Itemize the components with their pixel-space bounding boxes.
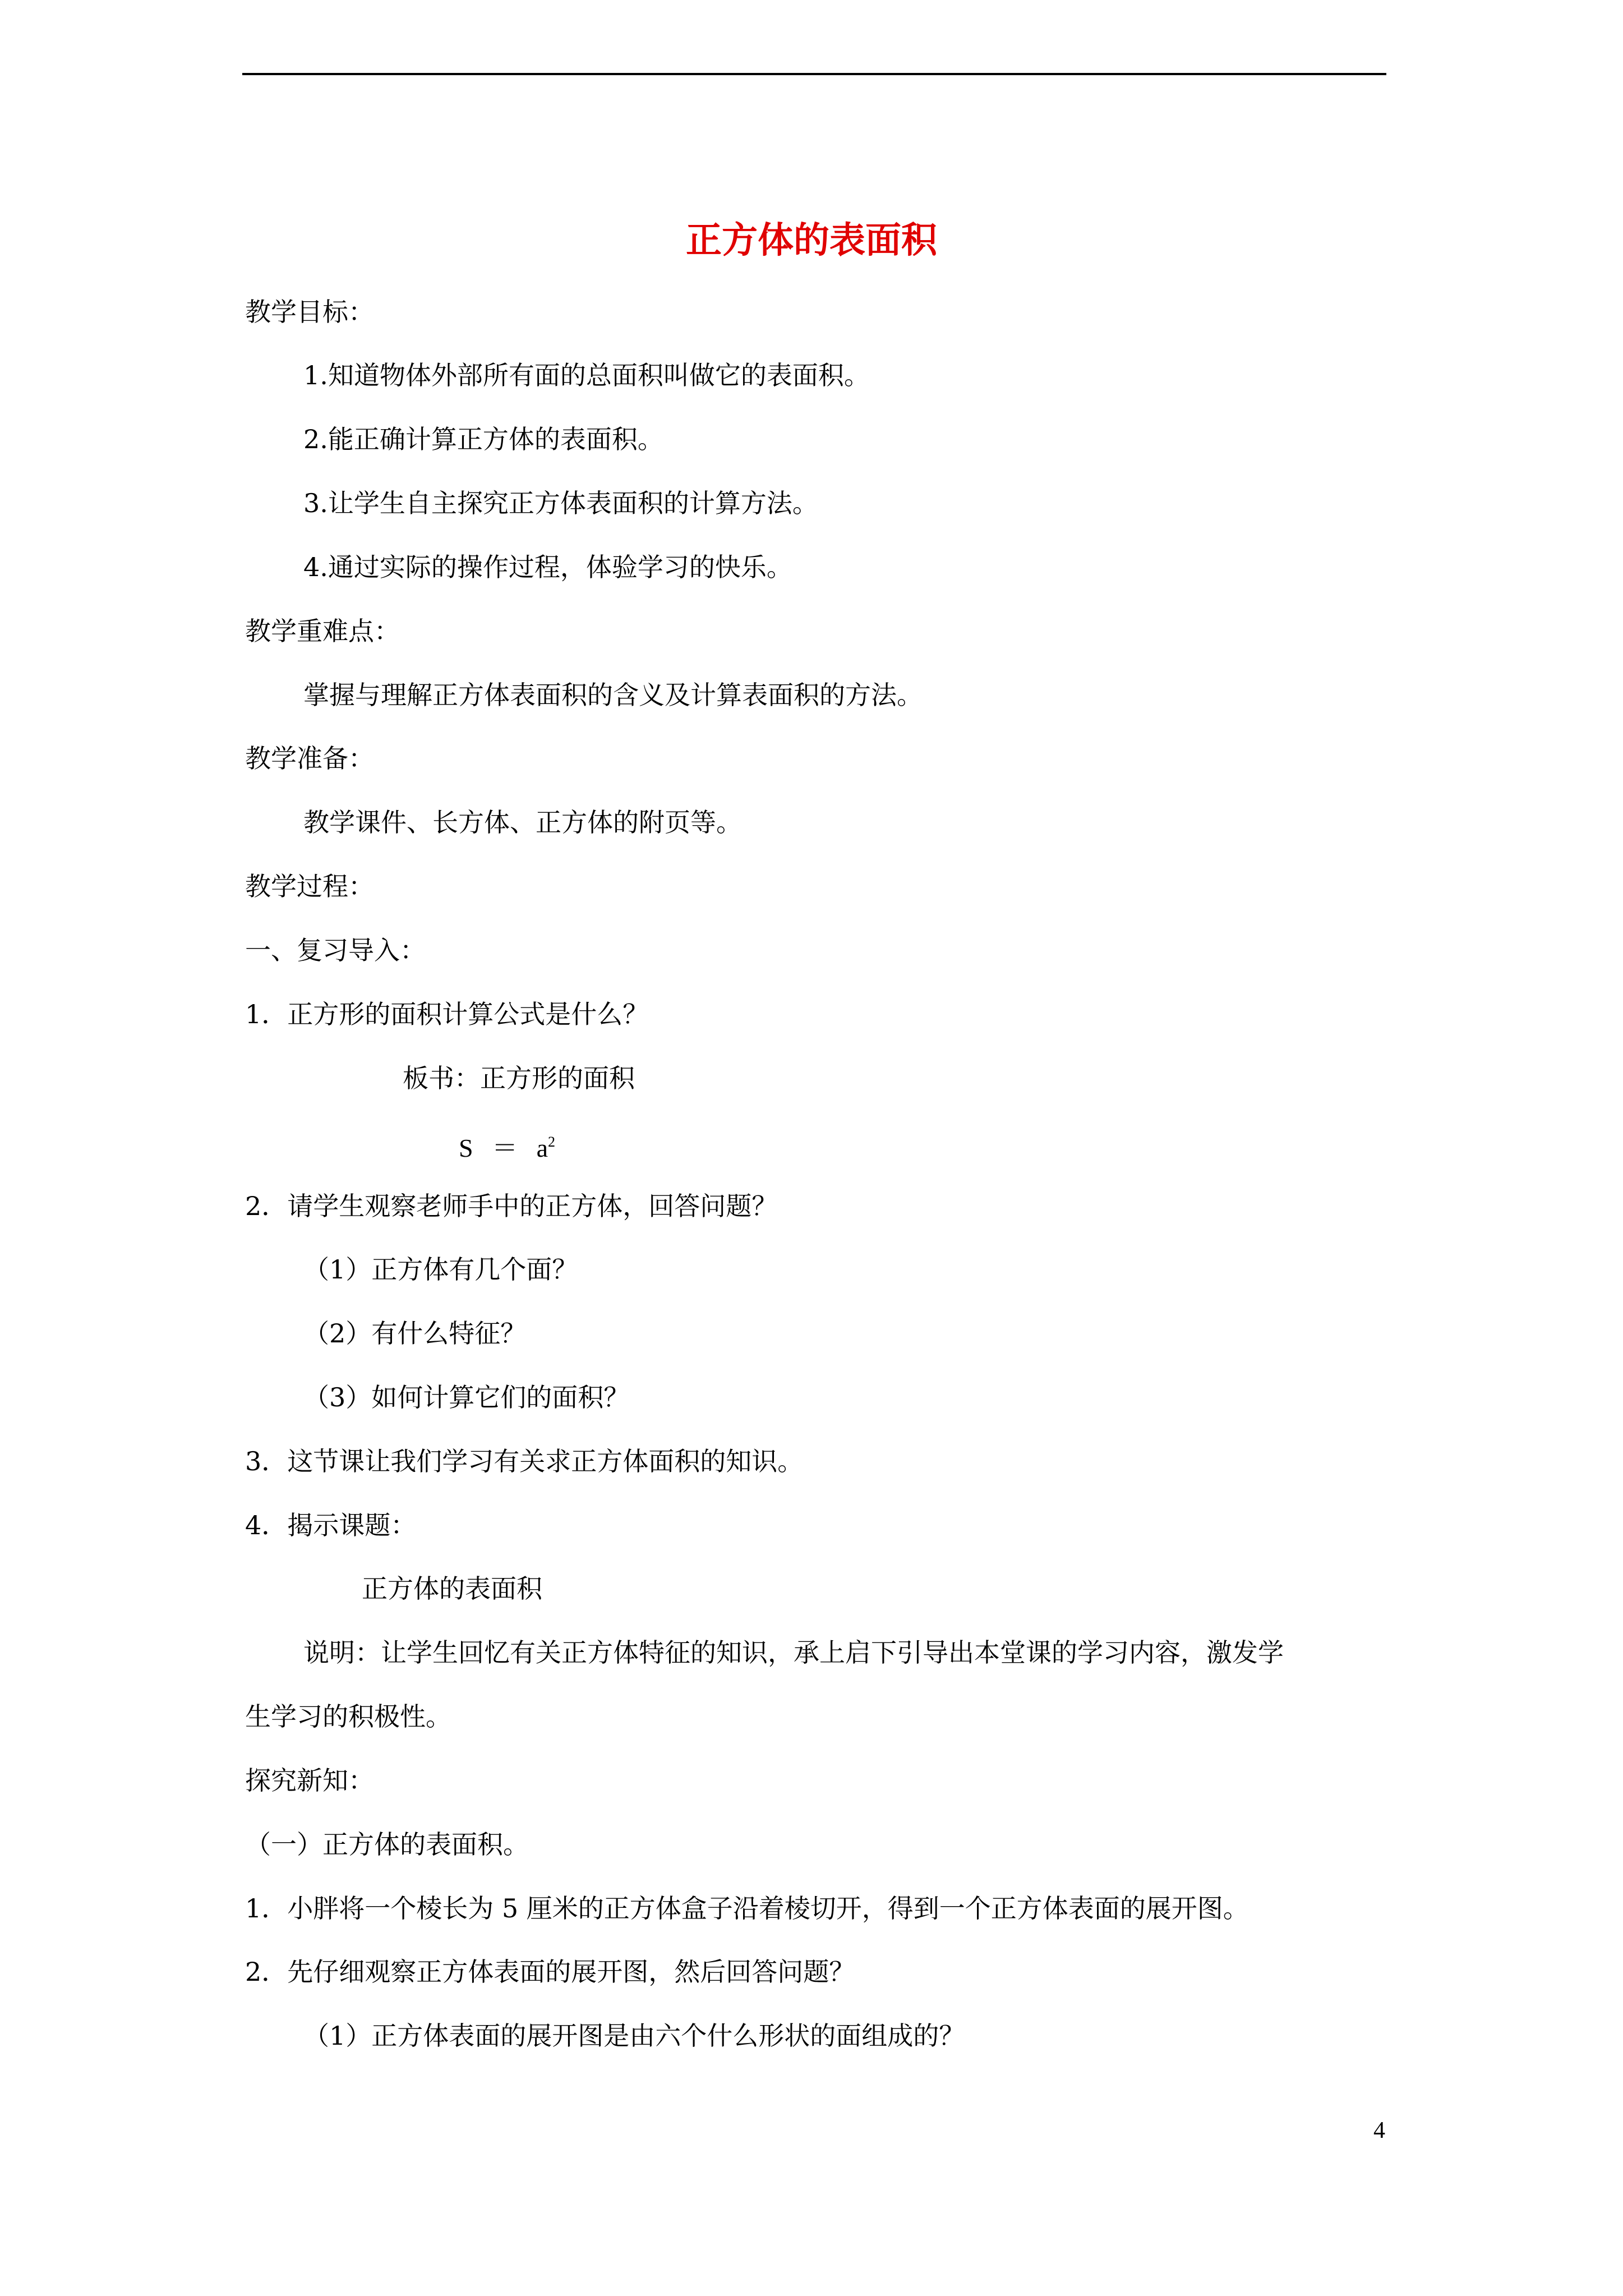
document-title: 正方体的表面积 [686, 219, 937, 261]
formula-exponent: 2 [548, 1134, 556, 1150]
review-item-2: 2．请学生观察老师手中的正方体，回答问题？ [245, 1191, 778, 1221]
formula-base: a [536, 1134, 548, 1162]
explore-question-1: （1）正方体表面的展开图是由六个什么形状的面组成的？ [303, 2021, 965, 2051]
formula-left: S [459, 1134, 473, 1162]
section-heading-process: 教学过程： [245, 871, 374, 901]
objective-item-1: 1.知道物体外部所有面的总面积叫做它的表面积。 [303, 360, 870, 390]
blackboard-note: 板书：正方形的面积 [403, 1063, 635, 1093]
objective-item-3: 3.让学生自主探究正方体表面积的计算方法。 [303, 488, 818, 518]
area-formula [459, 1124, 555, 1166]
explore-item-1: 1．小胖将一个棱长为 5 厘米的正方体盒子沿着棱切开，得到一个正方体表面的展开图。 [245, 1893, 1249, 1924]
section-heading-preparation: 教学准备： [245, 743, 374, 774]
question-3: （3）如何计算它们的面积？ [303, 1382, 630, 1412]
header-rule [242, 73, 1386, 75]
review-item-3: 3．这节课让我们学习有关求正方体面积的知识。 [245, 1446, 804, 1476]
explore-item-2: 2．先仔细观察正方体表面的展开图，然后回答问题？ [245, 1957, 855, 1987]
section-heading-key-points: 教学重难点： [245, 616, 400, 646]
subsection-review: 一、复习导入： [245, 935, 426, 965]
objective-item-4: 4.通过实际的操作过程，体验学习的快乐。 [303, 552, 792, 582]
page-number: 4 [1373, 2118, 1385, 2143]
section-heading-objectives: 教学目标： [245, 297, 374, 327]
formula-equals: ＝ [492, 1134, 518, 1162]
review-item-4: 4．揭示课题： [245, 1510, 417, 1540]
section-heading-explore: 探究新知： [245, 1765, 374, 1796]
preparation-text: 教学课件、长方体、正方体的附页等。 [303, 807, 742, 838]
explanation-line-2: 生学习的积极性。 [245, 1701, 451, 1732]
key-points-text: 掌握与理解正方体表面积的含义及计算表面积的方法。 [303, 680, 923, 710]
lesson-topic: 正方体的表面积 [362, 1573, 542, 1604]
question-1: （1）正方体有几个面？ [303, 1254, 578, 1285]
objective-item-2: 2.能正确计算正方体的表面积。 [303, 424, 663, 454]
question-2: （2）有什么特征？ [303, 1318, 527, 1349]
review-item-1: 1．正方形的面积计算公式是什么？ [245, 999, 649, 1029]
explore-subsection-1: （一）正方体的表面积。 [245, 1829, 529, 1860]
explanation-line-1: 说明：让学生回忆有关正方体特征的知识，承上启下引导出本堂课的学习内容，激发学 [303, 1637, 1284, 1668]
